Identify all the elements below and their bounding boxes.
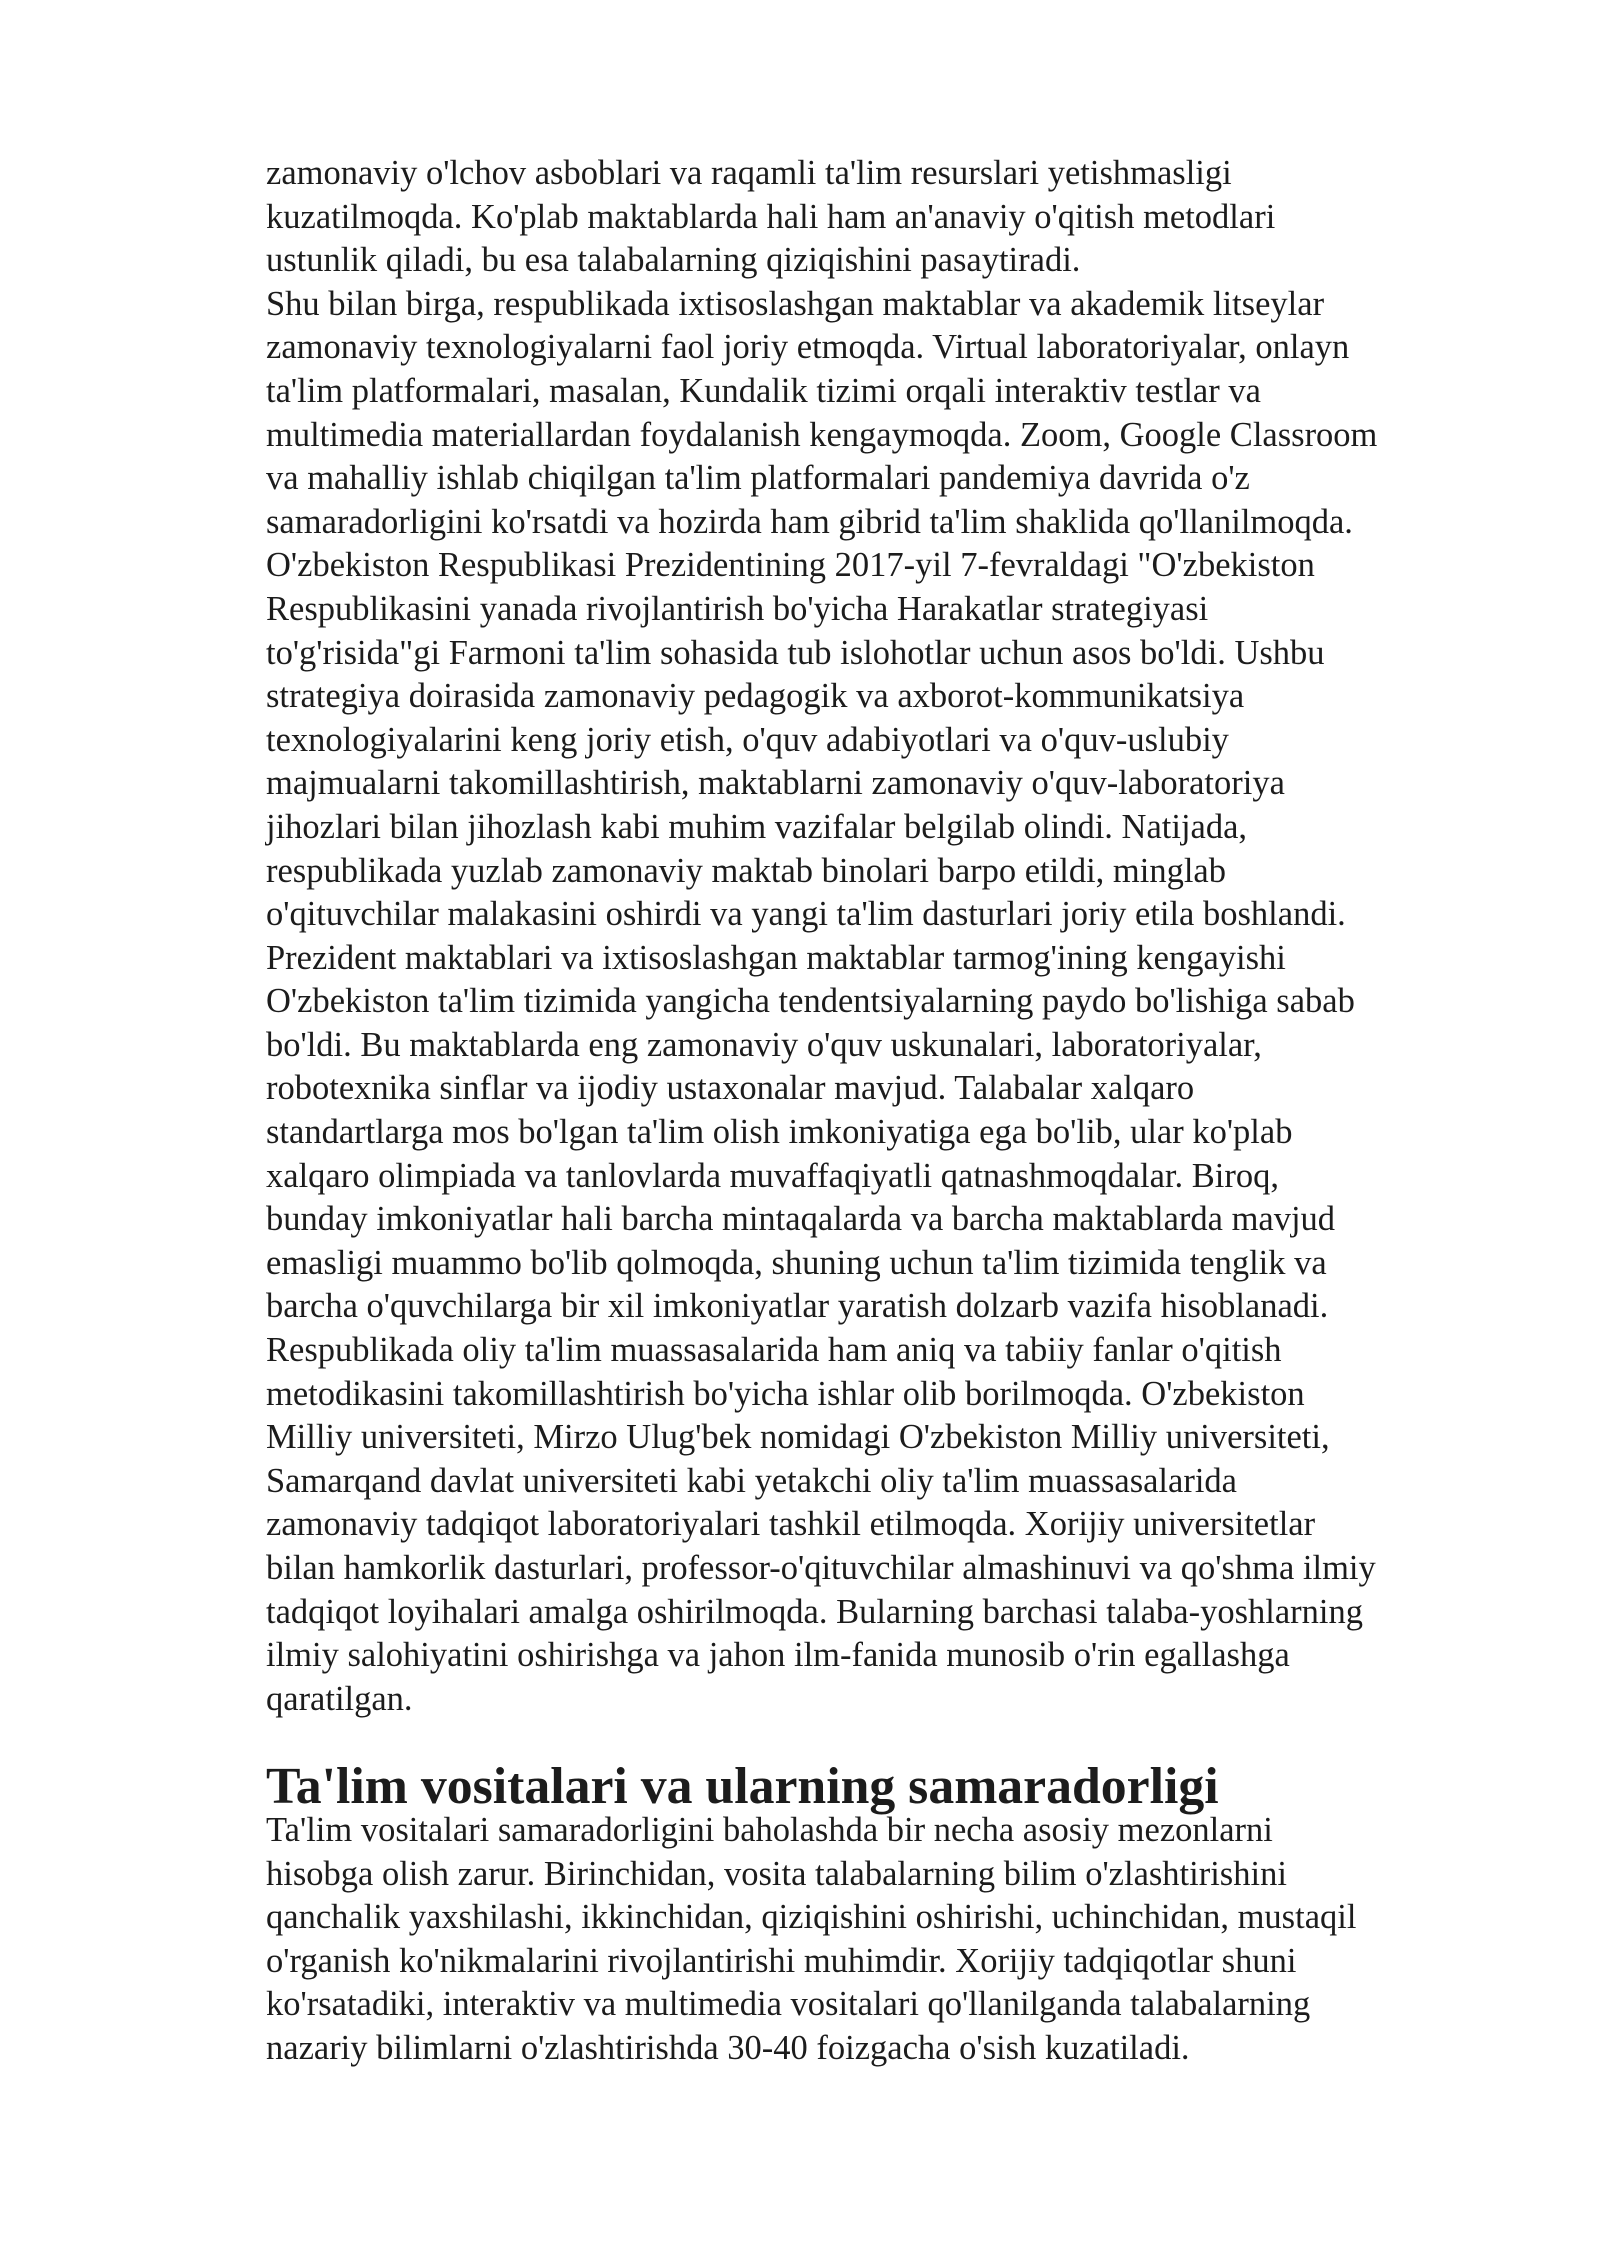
- paragraph-measurement-tools: zamonaviy o'lchov asboblari va raqamli ta'lim resurslari yetishmasligi kuzatilmoqda. Ko'plab maktablarda hali ham an'anaviy o'qitish metodlari ustunlik qiladi, bu esa talabalarning qiziqishini pasaytiradi.: [266, 154, 1276, 280]
- paragraph-presidential-schools: Prezident maktablari va ixtisoslashgan maktablar tarmog'ining kengayishi O'zbekiston ta'lim tizimida yangicha tendentsiyalarning paydo bo'lishiga sabab bo'ldi. Bu maktablarda eng zamonaviy o'quv uskunalari, laboratoriyalar, robotexnika sinflar va ijodiy ustaxonalar mavjud. Talabalar xalqaro standartlarga mos bo'lgan ta'lim olish imkoniyatiga ega bo'lib, ular ko'plab xalqaro olimpiada va tanlovlarda muvaffaqiyatli qatnashmoqdalar. Biroq, bunday imkoniyatlar hali barcha mintaqalarda va barcha maktablarda mavjud emasligi muammo bo'lib qolmoqda, shuning uchun ta'lim tizimida tenglik va barcha o'quvchilarga bir xil imkoniyatlar yaratish dolzarb vazifa hisoblanadi.: [266, 938, 1355, 1326]
- section-heading: Ta'lim vositalari va ularning samaradorligi: [266, 1758, 1219, 1816]
- paragraph-presidential-decree: O'zbekiston Respublikasi Prezidentining 2017-yil 7-fevraldagi "O'zbekiston Respublikasini yanada rivojlantirish bo'yicha Harakatlar strategiyasi to'g'risida"gi Farmoni ta'lim sohasida tub islohotlar uchun asos bo'ldi. Ushbu strategiya doirasida zamonaviy pedagogik va axborot-kommunikatsiya texnologiyalarini keng joriy etish, o'quv adabiyotlari va o'quv-uslubiy majmualarni takomillashtirish, maktablarni zamonaviy o'quv-laboratoriya jihozlari bilan jihozlash kabi muhim vazifalar belgilab olindi. Natijada, respublikada yuzlab zamonaviy maktab binolari barpo etildi, minglab o'qituvchilar malakasini oshirdi va yangi ta'lim dasturlari joriy etila boshlandi.: [266, 546, 1346, 934]
- document-body: [266, 152, 1506, 2071]
- paragraph-specialized-schools: Shu bilan birga, respublikada ixtisoslashgan maktablar va akademik litseylar zamonaviy texnologiyalarni faol joriy etmoqda. Virtual laboratoriyalar, onlayn ta'lim platformalari, masalan, Kundalik tizimi orqali interaktiv testlar va multimedia materiallardan foydalanish kengaymoqda. Zoom, Google Classroom va mahalliy ishlab chiqilgan ta'lim platformalari pandemiya davrida o'z samaradorligini ko'rsatdi va hozirda ham gibrid ta'lim shaklida qo'llanilmoqda.: [266, 284, 1378, 541]
- paragraph-evaluation-criteria: Ta'lim vositalari samaradorligini baholashda bir necha asosiy mezonlarni hisobga olish zarur. Birinchidan, vosita talabalarning bilim o'zlashtirishini qanchalik yaxshilashi, ikkinchidan, qiziqishini oshirishi, uchinchidan, mustaqil o'rganish ko'nikmalarini rivojlantirishi muhimdir. Xorijiy tadqiqotlar shuni ko'rsatadiki, interaktiv va multimedia vositalari qo'llanilganda talabalarning nazariy bilimlarni o'zlashtirishda 30-40 foizgacha o'sish kuzatiladi.: [266, 1810, 1357, 2067]
- paragraph-higher-education: Respublikada oliy ta'lim muassasalarida ham aniq va tabiiy fanlar o'qitish metodikasini takomillashtirish bo'yicha ishlar olib borilmoqda. O'zbekiston Milliy universiteti, Mirzo Ulug'bek nomidagi O'zbekiston Milliy universiteti, Samarqand davlat universiteti kabi yetakchi oliy ta'lim muassasalarida zamonaviy tadqiqot laboratoriyalari tashkil etilmoqda. Xorijiy universitetlar bilan hamkorlik dasturlari, professor-o'qituvchilar almashinuvi va qo'shma ilmiy tadqiqot loyihalari amalga oshirilmoqda. Bularning barchasi talaba-yoshlarning ilmiy salohiyatini oshirishga va jahon ilm-fanida munosib o'rin egallashga qaratilgan.: [266, 1331, 1376, 1718]
